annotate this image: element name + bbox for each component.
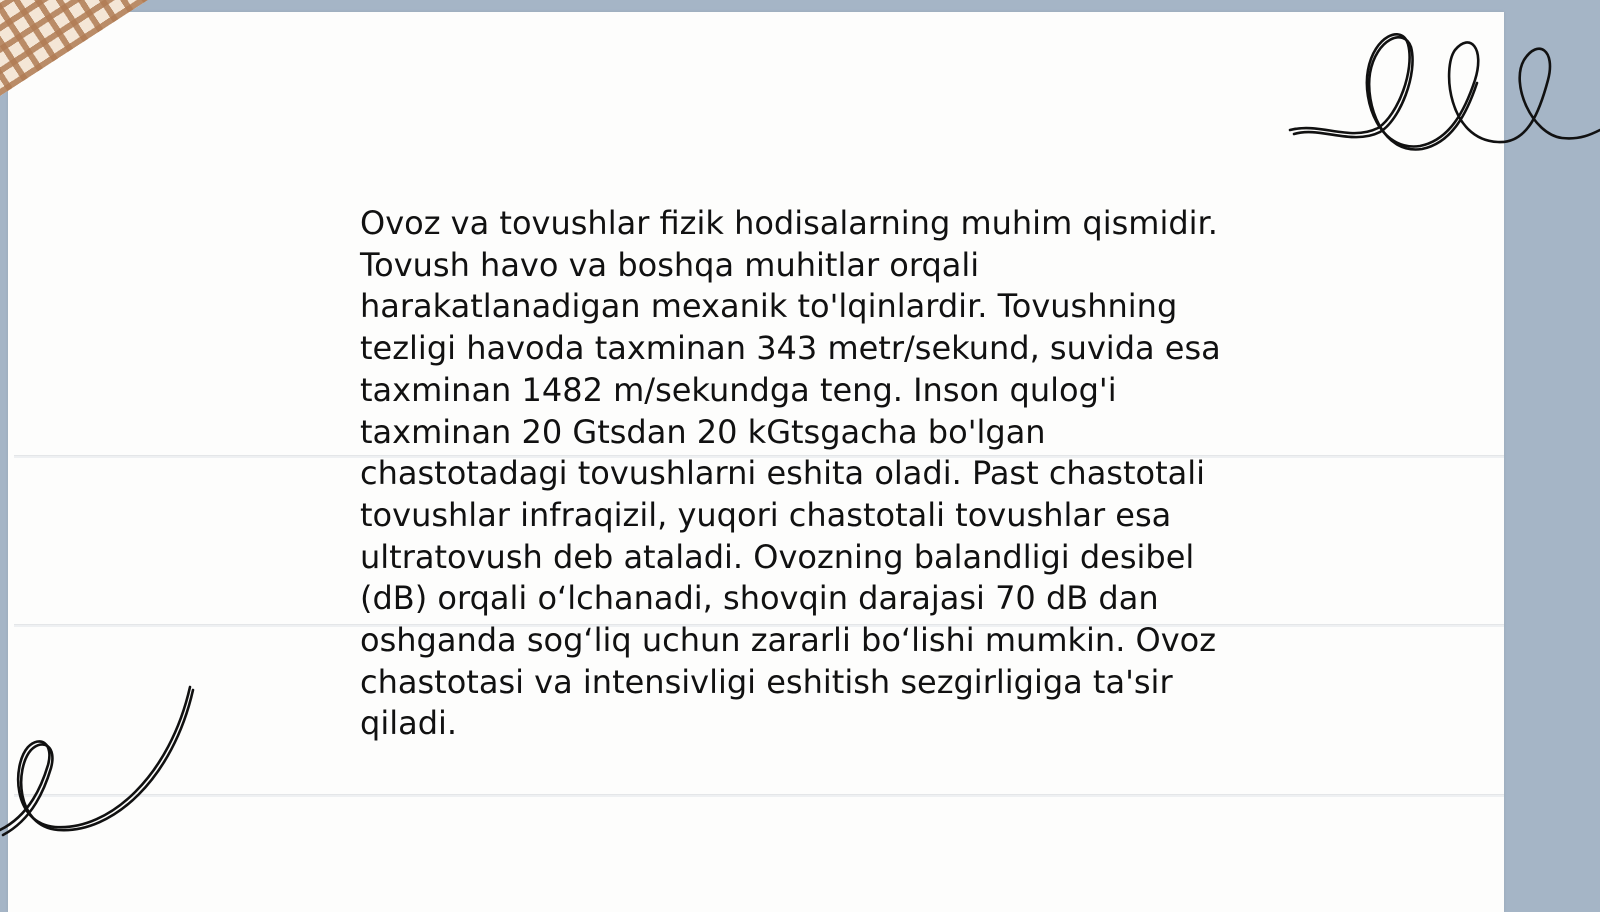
body-paragraph: Ovoz va tovushlar fizik hodisalarning muhim qismidir. Tovush havo va boshqa muhitlar orqali harakatlanadigan mexanik to'lqinlardir. Tovushning tezligi havoda taxminan 343 metr/sekund, suvida esa taxminan 1482 m/sekundga teng. Inson qulog'i taxminan 20 Gtsdan 20 kGtsgacha bo'lgan chastotadagi tovushlarni eshita oladi. Past chastotali tovushlar infraqizil, yuqori chastotali tovushlar esa ultratovush deb ataladi. Ovozning balandligi desibel (dB) orqali o‘lchanadi, shovqin darajasi 70 dB dan oshganda sog‘liq uchun zararli bo‘lishi mumkin. Ovoz chastotasi va intensivligi eshitish sezgirligiga ta'sir qiladi. [360,204,1221,743]
loop-scribble-icon [1290,30,1600,170]
loop-swirl-icon [0,685,200,855]
ruled-line [14,794,1504,797]
